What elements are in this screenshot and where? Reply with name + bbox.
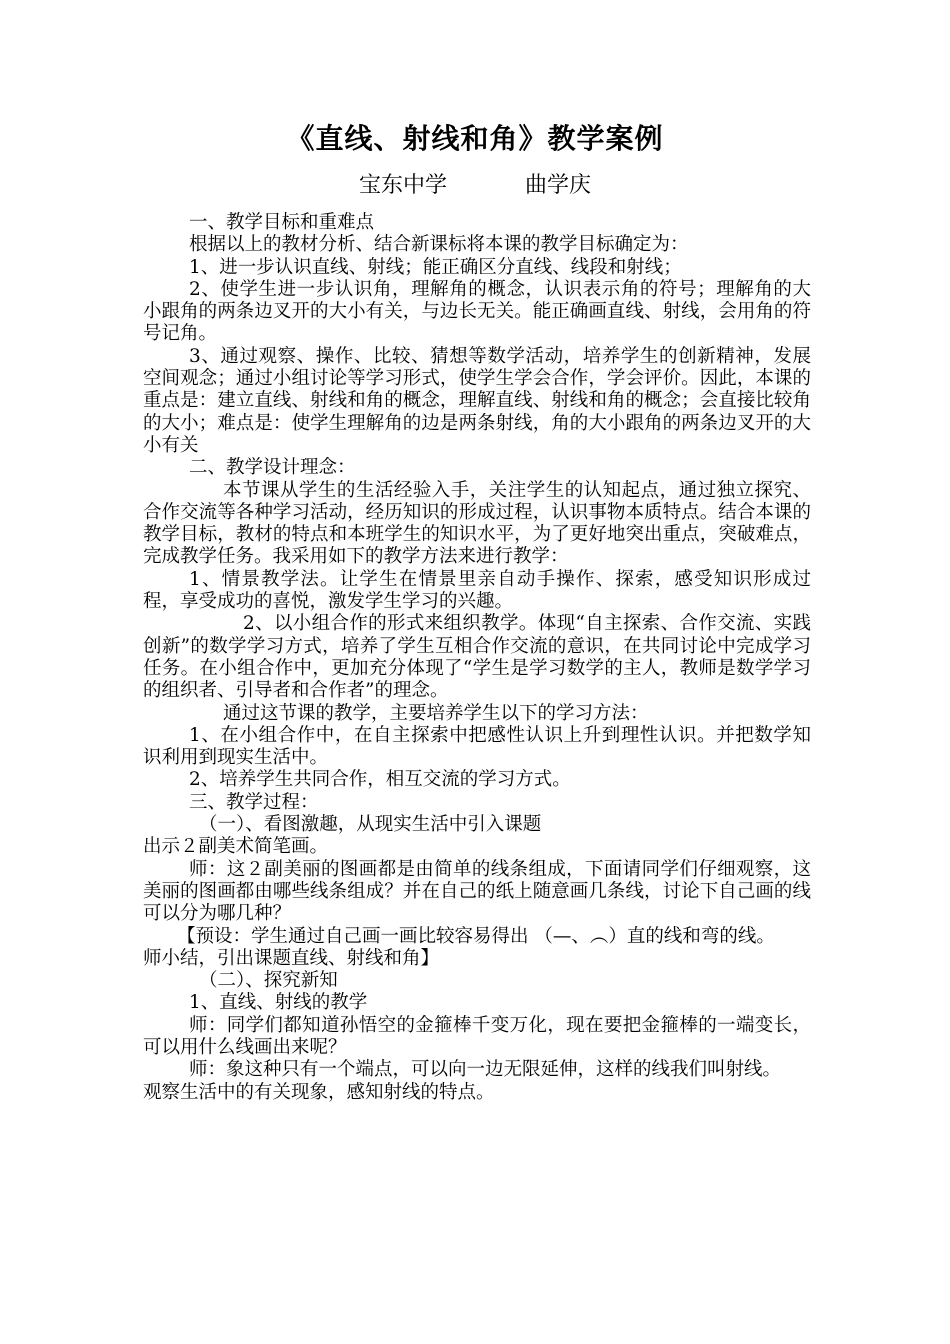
paragraph: 师小结，引出课题直线、射线和角】 <box>143 947 440 969</box>
document-title: 《直线、射线和角》教学案例 <box>286 122 664 155</box>
list-item: 3、通过观察、操作、比较、猜想等数学活动，培养学生的创新精神，发展空间观念；通过小组讨论等学习形式，使学生学会合作，学会评价。因此，本课的重点是：建立直线、射线和角的概念，理解直线、射线和角的概念；会直接比较角的大小；难点是：使学生理解角的边是两条射线，角的大小跟角的两条边叉开的大小有关 <box>143 345 811 456</box>
paragraph: 出示２副美术简笔画。 <box>143 836 329 858</box>
paragraph: 师：这２副美丽的图画都是由简单的线条组成，下面请同学们仔细观察，这美丽的图画都由哪些线条组成？并在自己的纸上随意画几条线，讨论下自己画的线可以分为哪几种？ <box>143 858 811 925</box>
subsection-heading: （二）、探究新知 <box>199 970 338 992</box>
paragraph: 通过这节课的教学，主要培养学生以下的学习方法： <box>223 702 649 724</box>
list-item: 1、在小组合作中，在自主探索中把感性认识上升到理性认识。并把数学知识利用到现实生活中。 <box>143 724 811 769</box>
list-item: 1、进一步认识直线、射线；能正确区分直线、线段和射线； <box>189 256 682 278</box>
paragraph-preset: 【预设：学生通过自己画一画比较容易得出 （—、︵）直的线和弯的线。 <box>177 925 775 947</box>
paragraph: 观察生活中的有关现象，感知射线的特点。 <box>143 1081 495 1103</box>
paragraph: 根据以上的教材分析、结合新课标将本课的教学目标确定为： <box>189 234 689 256</box>
paragraph: 师：象这种只有一个端点，可以向一边无限延伸，这样的线我们叫射线。 <box>189 1059 782 1081</box>
section-heading-objectives: 一、教学目标和重难点 <box>189 212 375 233</box>
list-item: 1、直线、射线的教学 <box>189 992 368 1014</box>
list-item: 1、情景教学法。让学生在情景里亲自动手操作、探索，感受知识形成过程，享受成功的喜悦，激发学生学习的兴趣。 <box>143 568 811 613</box>
author-name: 曲学庆 <box>525 173 592 198</box>
subsection-heading: （一）、看图激趣，从现实生活中引入课题 <box>199 814 542 836</box>
school-name: 宝东中学 <box>358 173 447 198</box>
paragraph: 师：同学们都知道孙悟空的金箍棒千变万化，现在要把金箍棒的一端变长，可以用什么线画出来呢？ <box>143 1014 811 1058</box>
section-heading-process: 三、教学过程： <box>189 791 319 813</box>
byline <box>0 170 950 202</box>
list-item: 2、使学生进一步认识角，理解角的概念，认识表示角的符号；理解角的大小跟角的两条边叉开的大小有关，与边长无关。能正确画直线、射线，会用角的符号记角。 <box>143 278 811 345</box>
section-heading-design: 二、教学设计理念： <box>189 457 356 479</box>
list-item: 2、培养学生共同合作，相互交流的学习方式。 <box>189 769 571 791</box>
paragraph: 本节课从学生的生活经验入手，关注学生的认知起点，通过独立探究、合作交流等各种学习活动，经历知识的形成过程，认识事物本质特点。结合本课的教学目标，教材的特点和本班学生的知识水平，为了更好地突出重点，突破难点，完成教学任务。我采用如下的教学方法来进行教学： <box>143 479 811 568</box>
list-item: 2、以小组合作的形式来组织教学。体现“自主探索、合作交流、实践创新”的数学学习方式，培养了学生互相合作交流的意识，在共同讨论中完成学习任务。在小组合作中，更加充分体现了“学生是学习数学的主人，教师是数学学习的组织者、引导者和合作者”的理念。 <box>143 613 811 702</box>
document-body <box>143 212 811 1104</box>
